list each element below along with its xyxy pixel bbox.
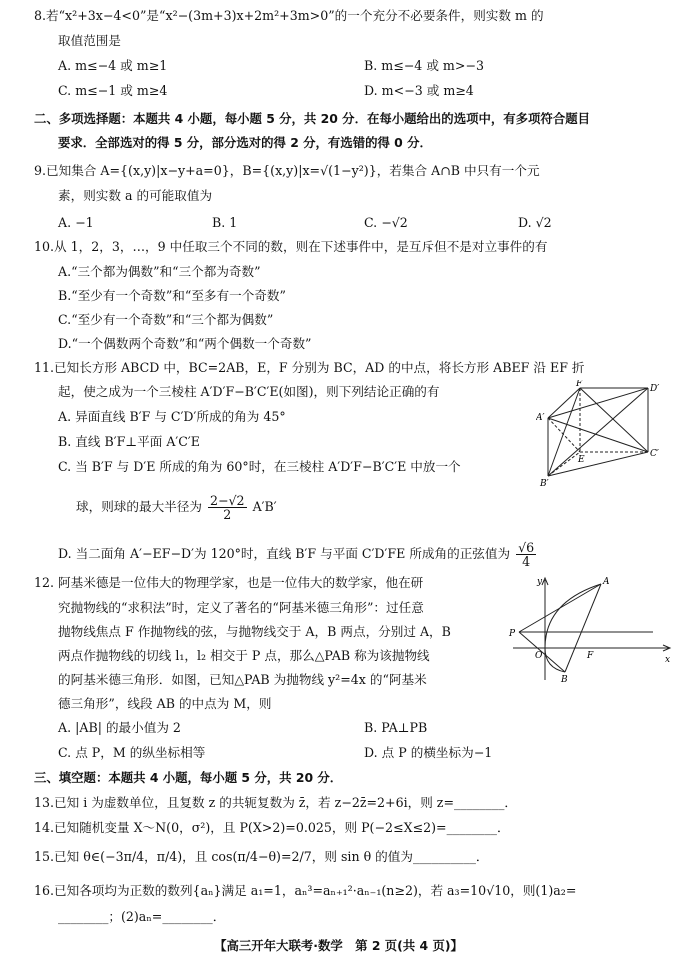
q12-label-a: A [603, 577, 610, 587]
q12-stem-line4: 两点作抛物线的切线 l₁，l₂ 相交于 P 点，那么△PAB 称为该抛物线 [58, 648, 430, 663]
q12-option-b: B. PA⊥PB [364, 720, 428, 735]
page-footer: 【高三开年大联考·数学 第 2 页(共 4 页)】 [214, 938, 463, 953]
q12-option-c: C. 点 P，M 的纵坐标相等 [58, 745, 206, 760]
q12-label-b: B [561, 675, 568, 684]
q13: 13.已知 i 为虚数单位，且复数 z 的共轭复数为 z̄，若 z−2z̄=2+6i，则 z=________． [34, 795, 517, 810]
q8-option-a: A. m≤−4 或 m≥1 [58, 58, 168, 73]
q9-option-b: B. 1 [212, 215, 238, 230]
q8-stem-line2: 取值范围是 [58, 33, 121, 48]
q11-label-a1: A′ [536, 413, 545, 423]
q11-label-f: F [576, 380, 583, 389]
q11-fraction-numerator: 2−√2 [209, 493, 245, 508]
q11-label-e: E [578, 455, 585, 465]
section3-heading: 三、填空题：本题共 4 小题，每小题 5 分，共 20 分． [34, 770, 343, 785]
q9-stem-line2: 素，则实数 a 的可能取值为 [58, 188, 213, 203]
q11-option-c-line2 [76, 494, 277, 521]
q10-option-d: D.“一个偶数两个奇数”和“两个偶数一个奇数” [58, 336, 312, 351]
q12-option-a: A. |AB| 的最小值为 2 [58, 720, 181, 735]
q15: 15.已知 θ∈(−3π/4，π/4)，且 cos(π/4−θ)=2/7，则 sin θ 的值为__________． [34, 849, 489, 864]
q12-label-f: F [587, 651, 594, 661]
q11-option-a: A. 异面直线 B′F 与 C′D′所成的角为 45° [58, 409, 286, 424]
q16-line1: 16.已知各项均为正数的数列{aₙ}满足 a₁=1，aₙ³=aₙ₊₁²·aₙ₋₁(n≥2)，若 a₃=10√10，则(1)a₂= [34, 883, 577, 898]
q11-prism-figure [536, 380, 666, 488]
q12-stem-line2: 究抛物线的“求积法”时，定义了著名的“阿基米德三角形”：过任意 [58, 600, 424, 615]
q12-option-d: D. 点 P 的横坐标为−1 [364, 745, 493, 760]
q8-stem-line1: 8.若“x²+3x−4<0”是“x²−(3m+3)x+2m²+3m>0”的一个充分不必要条件，则实数 m 的 [34, 8, 544, 23]
q9-option-a: A. −1 [58, 215, 94, 230]
q11-label-b1: B′ [540, 479, 549, 488]
q12-label-p: P [509, 629, 516, 639]
q12-stem-line3: 抛物线焦点 F 作抛物线的弦，与抛物线交于 A，B 两点，分别过 A，B [58, 624, 451, 639]
q12-stem-line5: 的阿基米德三角形．如图，已知△PAB 为抛物线 y²=4x 的“阿基米 [58, 672, 427, 687]
q14: 14.已知随机变量 X～N(0，σ²)，且 P(X>2)=0.025，则 P(−2≤X≤2)=________． [34, 820, 510, 835]
q12-label-x: x [665, 655, 671, 665]
q12-stem-line1: 12. 阿基米德是一位伟大的物理学家，也是一位伟大的数学家，他在研 [34, 575, 424, 590]
q16-line2: ________；(2)aₙ=________． [58, 909, 226, 924]
q9-stem-line1: 9.已知集合 A={(x,y)|x−y+a=0}，B={(x,y)|x=√(1−y²)}，若集合 A∩B 中只有一个元 [34, 163, 540, 178]
q12-label-y: y [537, 577, 543, 587]
q12-parabola-figure [505, 572, 677, 684]
q11-stem-line1: 11.已知长方形 ABCD 中，BC=2AB，E，F 分别为 BC，AD 的中点，将长方形 ABEF 沿 EF 折 [34, 360, 585, 375]
q11-fraction-denominator: 2 [223, 507, 232, 522]
q10-stem: 10.从 1，2，3，…，9 中任取三个不同的数，则在下述事件中，是互斥但不是对立事件的有 [34, 239, 548, 254]
q11-label-d1: D′ [650, 384, 660, 394]
q11-label-c1: C′ [650, 449, 659, 459]
q12-label-o: O [535, 651, 543, 661]
q9-option-c: C. −√2 [364, 215, 408, 230]
q11-stem-line2: 起，使之成为一个三棱柱 A′D′F−B′C′E(如图)，则下列结论正确的有 [58, 384, 440, 399]
q11-option-c-text: 球，则球的最大半径为 [76, 499, 202, 514]
q11-d-numerator: √6 [518, 540, 535, 555]
section2-heading-line1: 二、多项选择题：本题共 4 小题，每小题 5 分，共 20 分．在每小题给出的选项中，有多项符合题目 [34, 111, 590, 126]
q10-option-b: B.“至少有一个奇数”和“至多有一个奇数” [58, 288, 286, 303]
q9-option-d: D. √2 [518, 215, 552, 230]
q11-option-c-tail: A′B′ [252, 499, 277, 514]
q11-option-b: B. 直线 B′F⊥平面 A′C′E [58, 434, 200, 449]
q12-stem-line6: 德三角形”，线段 AB 的中点为 M，则 [58, 696, 272, 711]
q11-option-c-line1: C. 当 B′F 与 D′E 所成的角为 60°时，在三棱柱 A′D′F−B′C′E 中放一个 [58, 459, 461, 474]
q8-option-b: B. m≤−4 或 m>−3 [364, 58, 484, 73]
q11-option-d [58, 541, 536, 568]
q8-option-d: D. m<−3 或 m≥4 [364, 83, 474, 98]
section2-heading-line2: 要求．全部选对的得 5 分，部分选对的得 2 分，有选错的得 0 分． [58, 135, 432, 150]
q11-option-d-text: D. 当二面角 A′−EF−D′为 120°时，直线 B′F 与平面 C′D′FE 所成角的正弦值为 [58, 546, 511, 561]
q10-option-a: A.“三个都为偶数”和“三个都为奇数” [58, 264, 261, 279]
q8-option-c: C. m≤−1 或 m≥4 [58, 83, 168, 98]
q10-option-c: C.“至少有一个奇数”和“三个都为偶数” [58, 312, 274, 327]
q11-d-denominator: 4 [522, 554, 531, 569]
